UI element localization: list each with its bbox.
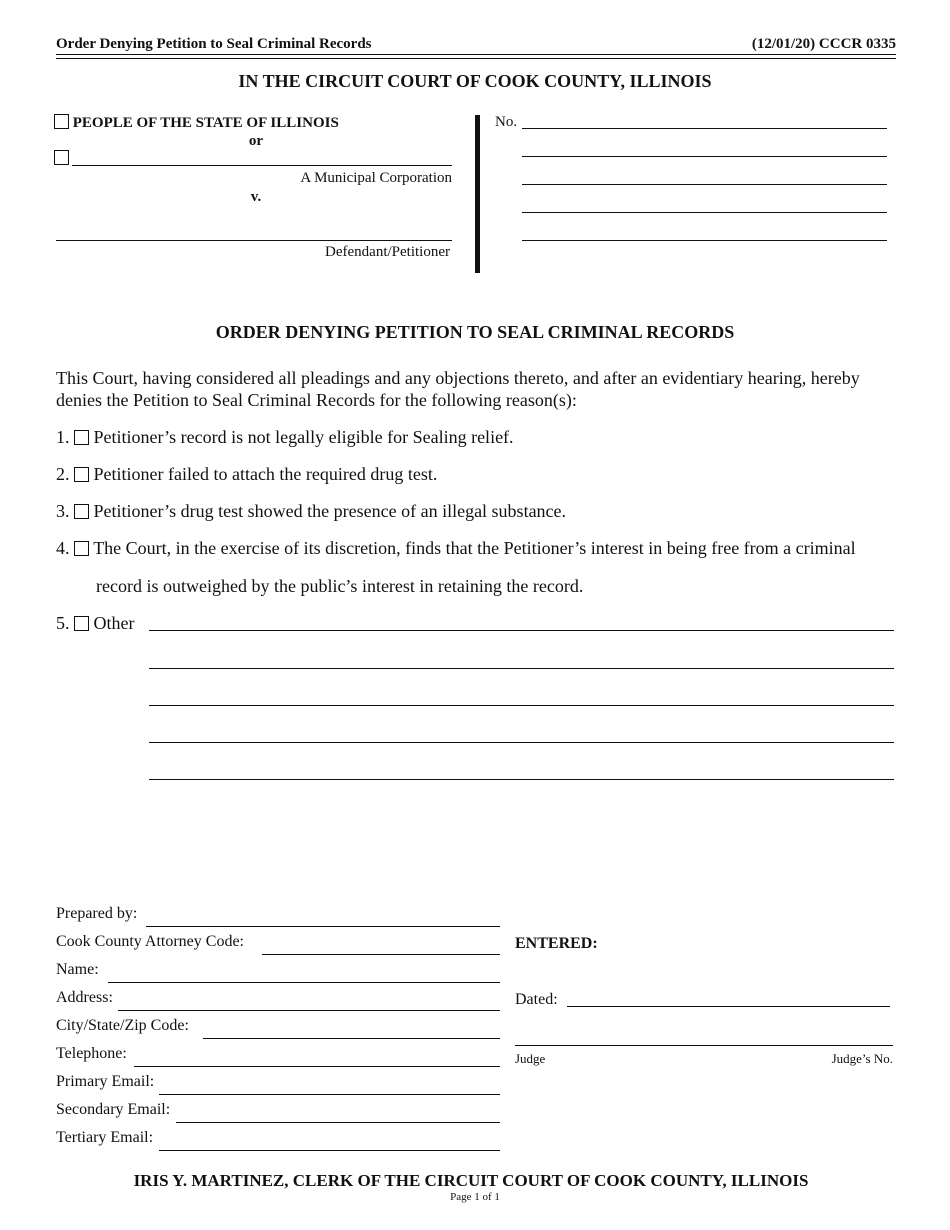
case-no-line-3[interactable] (522, 184, 887, 185)
case-no-line-4[interactable] (522, 212, 887, 213)
reason-5 (56, 613, 134, 635)
primary-email-field (56, 1073, 500, 1095)
municipal-checkbox[interactable] (54, 150, 69, 165)
clerk-footer: IRIS Y. MARTINEZ, CLERK OF THE CIRCUIT COURT OF COOK COUNTY, ILLINOIS (133, 1171, 809, 1190)
reason-4-continued: record is outweighed by the public’s interest in retaining the record. (96, 576, 584, 596)
prepared-by-field (56, 905, 500, 927)
attorney-code-field (56, 933, 500, 955)
field-label: City/State/Zip Code: (56, 1017, 189, 1034)
reason-text: Other (93, 613, 135, 633)
reason-3 (56, 501, 566, 523)
field-label: Name: (56, 961, 99, 978)
address-field (56, 989, 500, 1011)
name-line[interactable] (108, 982, 500, 983)
reason-2 (56, 464, 437, 486)
court-title: IN THE CIRCUIT COURT OF COOK COUNTY, ILLINOIS (238, 71, 712, 91)
judge-signature-line[interactable] (515, 1045, 893, 1046)
field-label: Cook County Attorney Code: (56, 933, 244, 950)
reason-3-checkbox[interactable] (74, 504, 89, 519)
reason-2-checkbox[interactable] (74, 467, 89, 482)
field-label: Telephone: (56, 1045, 127, 1062)
field-label: Prepared by: (56, 905, 138, 922)
defendant-label: Defendant/Petitioner (325, 244, 450, 260)
judge-label: Judge (515, 1051, 546, 1066)
prepared-by-line[interactable] (146, 926, 500, 927)
reason-text: Petitioner’s record is not legally eligible for Sealing relief. (93, 427, 514, 447)
municipal-party-row (54, 150, 69, 168)
secondary-email-line[interactable] (176, 1122, 500, 1123)
secondary-email-field (56, 1101, 500, 1123)
or-label: or (248, 133, 264, 149)
other-line-4[interactable] (149, 742, 894, 743)
header-rule-bottom (56, 58, 896, 59)
people-party-row (54, 114, 339, 132)
case-no-line-2[interactable] (522, 156, 887, 157)
judges-no-label: Judge’s No. (831, 1051, 893, 1066)
people-label: PEOPLE OF THE STATE OF ILLINOIS (72, 115, 339, 131)
reason-5-checkbox[interactable] (74, 616, 89, 631)
reason-text: Petitioner’s drug test showed the presence of an illegal substance. (93, 501, 567, 521)
case-no-line-5[interactable] (522, 240, 887, 241)
people-checkbox[interactable] (54, 114, 69, 129)
dated-label: Dated: (515, 991, 558, 1008)
page-number: Page 1 of 1 (450, 1191, 500, 1203)
case-no-line-1[interactable] (522, 128, 887, 129)
form-code: (12/01/20) CCCR 0335 (751, 36, 896, 52)
city-state-zip-line[interactable] (203, 1038, 500, 1039)
intro-paragraph: This Court, having considered all pleadings and any objections thereto, and after an evidentiary hearing, hereby denies the Petition to Seal Criminal Records for the following reason(s): (56, 368, 860, 410)
address-line[interactable] (118, 1010, 500, 1011)
tertiary-email-field (56, 1129, 500, 1151)
form-title: Order Denying Petition to Seal Criminal Records (56, 36, 372, 52)
versus-label: v. (250, 189, 262, 205)
reason-4 (56, 538, 856, 560)
reason-1-checkbox[interactable] (74, 430, 89, 445)
municipal-label: A Municipal Corporation (300, 170, 452, 186)
reason-number: 2. (56, 464, 70, 484)
telephone-field (56, 1045, 500, 1067)
other-line-1[interactable] (149, 630, 894, 631)
field-label: Secondary Email: (56, 1101, 171, 1118)
reason-1 (56, 427, 514, 449)
caption-divider (475, 115, 480, 273)
other-line-5[interactable] (149, 779, 894, 780)
dated-line[interactable] (567, 1006, 890, 1007)
reason-number: 5. (56, 613, 70, 633)
case-no-label: No. (495, 114, 518, 130)
field-label: Address: (56, 989, 113, 1006)
other-line-3[interactable] (149, 705, 894, 706)
reason-text: Petitioner failed to attach the required drug test. (93, 464, 438, 484)
municipal-name-line[interactable] (72, 165, 452, 166)
defendant-name-line[interactable] (56, 240, 452, 241)
name-field (56, 961, 500, 983)
primary-email-line[interactable] (159, 1094, 500, 1095)
entered-label: ENTERED: (515, 935, 598, 952)
reason-number: 3. (56, 501, 70, 521)
reason-number: 1. (56, 427, 70, 447)
order-title: ORDER DENYING PETITION TO SEAL CRIMINAL RECORDS (215, 322, 735, 342)
reason-text: The Court, in the exercise of its discretion, finds that the Petitioner’s interest in being free from a criminal (93, 538, 856, 558)
telephone-line[interactable] (134, 1066, 500, 1067)
tertiary-email-line[interactable] (159, 1150, 500, 1151)
field-label: Tertiary Email: (56, 1129, 154, 1146)
attorney-code-line[interactable] (262, 954, 500, 955)
reason-number: 4. (56, 538, 70, 558)
reason-4-checkbox[interactable] (74, 541, 89, 556)
field-label: Primary Email: (56, 1073, 155, 1090)
header-rule-top (56, 54, 896, 55)
other-line-2[interactable] (149, 668, 894, 669)
city-state-zip-field (56, 1017, 500, 1039)
